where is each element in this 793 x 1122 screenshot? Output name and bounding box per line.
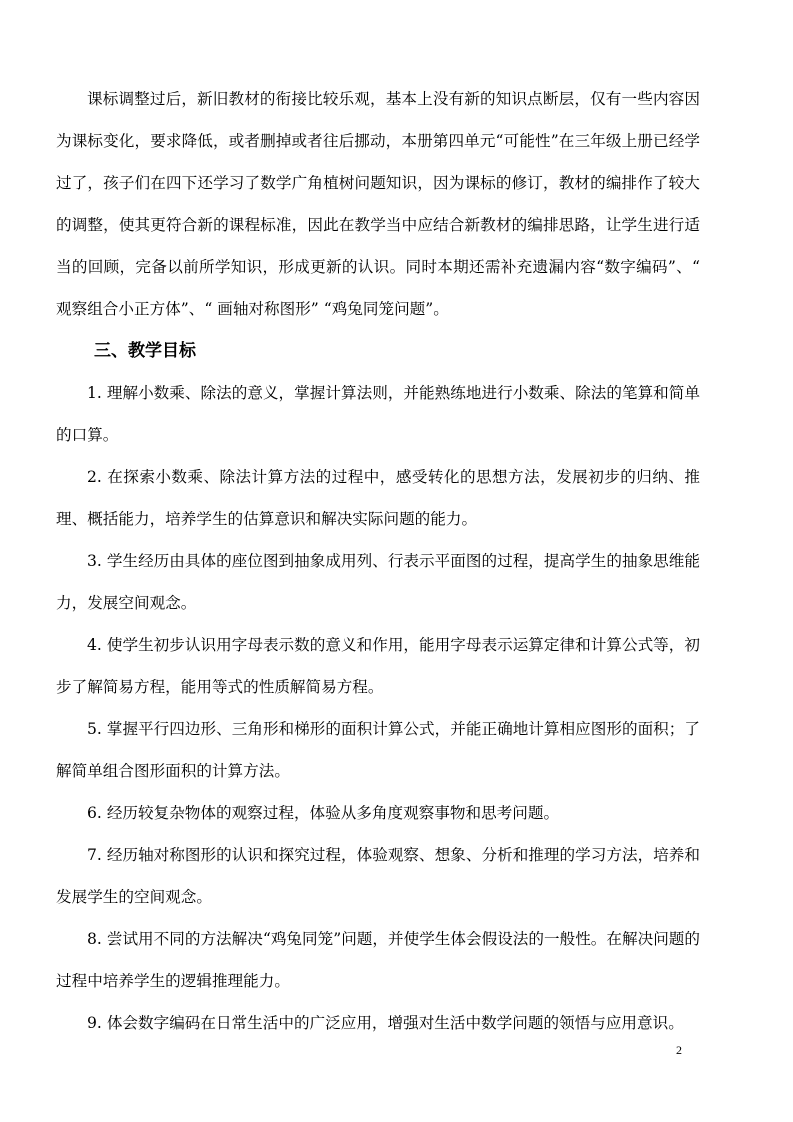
page-content <box>56 78 700 1044</box>
objective-9: 9. 体会数字编码在日常生活中的广泛应用，增强对生活中数学问题的领悟与应用意识。 <box>87 1014 684 1032</box>
objective-1: 1. 理解小数乘、除法的意义，掌握计算法则，并能熟练地进行小数乘、除法的笔算和简单的口算。 <box>56 384 700 444</box>
objective-6: 6. 经历较复杂物体的观察过程，体验从多角度观察事物和思考问题。 <box>87 804 560 822</box>
objective-5: 5. 掌握平行四边形、三角形和梯形的面积计算公式，并能正确地计算相应图形的面积；了解简单组合图形面积的计算方法。 <box>56 720 700 780</box>
page-number: 2 <box>676 1043 682 1057</box>
objective-4: 4. 使学生初步认识用字母表示数的意义和作用，能用字母表示运算定律和计算公式等，初步了解简易方程，能用等式的性质解简易方程。 <box>56 636 700 696</box>
objective-8: 8. 尝试用不同的方法解决“鸡兔同笼”问题，并使学生体会假设法的一般性。在解决问题的过程中培养学生的逻辑推理能力。 <box>56 930 700 990</box>
objective-2: 2. 在探索小数乘、除法计算方法的过程中，感受转化的思想方法，发展初步的归纳、推理、概括能力，培养学生的估算意识和解决实际问题的能力。 <box>56 468 700 528</box>
section-heading: 三、教学目标 <box>94 341 196 361</box>
objective-7: 7. 经历轴对称图形的认识和探究过程，体验观察、想象、分析和推理的学习方法，培养和发展学生的空间观念。 <box>56 846 700 906</box>
objective-3: 3. 学生经历由具体的座位图到抽象成用列、行表示平面图的过程，提高学生的抽象思维能力，发展空间观念。 <box>56 552 700 612</box>
intro-paragraph: 课标调整过后，新旧教材的衔接比较乐观，基本上没有新的知识点断层，仅有一些内容因为课标变化，要求降低，或者删掉或者往后挪动，本册第四单元“可能性”在三年级上册已经学过了，孩子们在四下还学习了数学广角植树问题知识，因为课标的修订，教材的编排作了较大的调整，使其更符合新的课程标准，因此在教学当中应结合新教材的编排思路，让学生进行适当的回顾，完备以前所学知识，形成更新的认识。同时本期还需补充遗漏内容“数字编码”、“ 观察组合小正方体”、“ 画轴对称图形” “鸡兔同笼问题”。 <box>56 90 700 318</box>
